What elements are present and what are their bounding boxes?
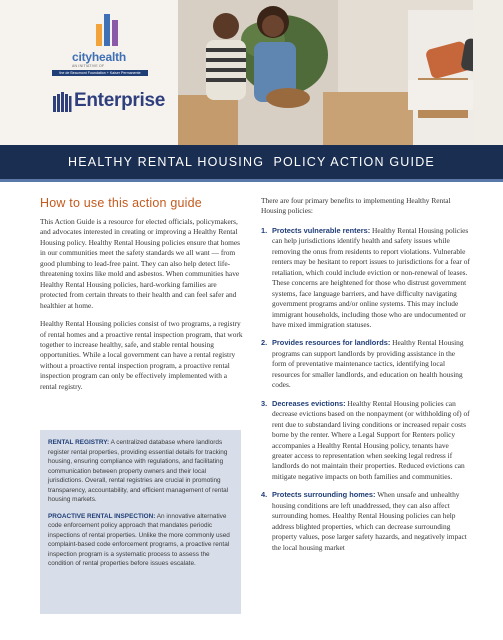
benefit-heading: Provides resources for landlords: [272,338,391,348]
benefits-intro: There are four primary benefits to implementing Healthy Rental Housing policies: [261,196,451,216]
cityhealth-logo-icon [96,12,118,46]
benefit-item [261,338,470,390]
benefit-heading: Protects vulnerable renters: [272,225,371,235]
definition-rental-registry [48,438,233,505]
enterprise-logo-icon [52,92,72,112]
benefit-text: When unsafe and unhealthy housing conditions are left unaddressed, they can also affect surrounding homes. Healthy Rental Housing policies can help address blighted properties, which can decrease surrounding property values, pose larger safety hazards, and negatively impact the local housing market [272,490,467,552]
cityhealth-logo-text: cityhealth [72,50,127,64]
title-banner [0,145,503,182]
definition-term: RENTAL REGISTRY: [48,439,110,446]
benefit-item [261,226,470,331]
programs-paragraph: Healthy Rental Housing policies consist of two programs, a registry of rental homes and a proactive rental inspection program, that work together to increase healthy, safe, and stable rental housing opportunities. While a local government can have a rental registry without a proactive rental inspection program, a proactive rental inspection program can only be effectively implemented with a rental registry. [40,319,243,391]
benefit-heading: Decreases evictions: [272,398,346,408]
hero-header [0,0,503,145]
benefit-item [261,399,470,483]
logo-panel [0,0,178,145]
benefit-number: 4. [261,490,268,500]
benefit-number: 3. [261,398,268,408]
benefit-text: Healthy Rental Housing programs can support landlords by providing assistance in the form of preventative maintenance tactics, identifying local resources for smaller landlords, and education on health housing codes. [272,338,464,390]
hero-photo [178,0,503,145]
section-heading: How to use this action guide [40,196,202,210]
benefits-list [261,226,470,553]
definition-term: PROACTIVE RENTAL INSPECTION: [48,512,156,520]
right-column [261,196,470,561]
intro-paragraph: This Action Guide is a resource for elected officials, policymakers, and advocates interested in creating or improving a Healthy Rental Housing policy. Healthy Rental Housing policies ensure that homes in our communities meet the safety standards we all want — from good plumbing to lead-free paint. They can also help detect life-threatening toxins like mold and asbestos. When communities have Healthy Rental Housing policies, hard-working families are protected from certain threats to their health and can feel safer and healthier at home. [40,217,241,310]
left-column [40,196,245,400]
definition-proactive-inspection [48,512,233,569]
enterprise-logo-text: Enterprise [74,90,165,111]
definitions-callout [40,430,241,614]
benefit-text: Healthy Rental Housing policies can decrease evictions based on the nonpayment (or withholding of) of rent due to substandard living conditions or increased repair costs borne by the renter. Where a Legal Support for Renters policy accompanies a Healthy Rental Housing policy, tenants have greater access to representation when seeking legal redress if landlords do not maintain their properties. Reduced evictions can mitigate negative impacts on both families and communities. [272,398,470,481]
cityhealth-initiative-line: AN INITIATIVE OF [72,64,105,68]
benefit-number: 1. [261,225,268,235]
benefit-number: 2. [261,338,268,348]
document-title: HEALTHY RENTAL HOUSING POLICY ACTION GUIDE [68,155,435,169]
benefit-text: Healthy Rental Housing policies can help jurisdictions identify health and safety issues while removing the onus from residents to report violations. Vulnerable renters may be hesitant to report issues to jurisdictions for a fear of retaliation, which could include eviction or non-renewal of leases. These concerns are heightened for those who distrust government systems, face language barriers, and have difficulty navigating government programs and/or online systems. This may include immigrant households, including those who are undocumented or have mixed immigration statuses. [272,225,470,329]
definition-text: An innovative alternative code enforcement policy approach that mandates periodic inspections of rental properties. Unlike the more commonly used complaint-based code enforcement programs, a proactive rental inspection program is a systematic process to assess the condition of rental properties before issues escalate. [48,512,230,567]
benefit-item [261,490,470,553]
cityhealth-partners-line: the de Beaumont Foundation + Kaiser Permanente [52,70,148,76]
benefit-heading: Protects surrounding homes: [272,490,376,500]
definition-text: A centralized database where landlords register rental properties, providing essential details for tracking housing, ensuring compliance with regulations, and facilitating communication between property owners and their local jurisdictions. Overall, rental registries are crucial in promoting transparency, accountability, and efficient management of rental housing markets. [48,439,229,503]
